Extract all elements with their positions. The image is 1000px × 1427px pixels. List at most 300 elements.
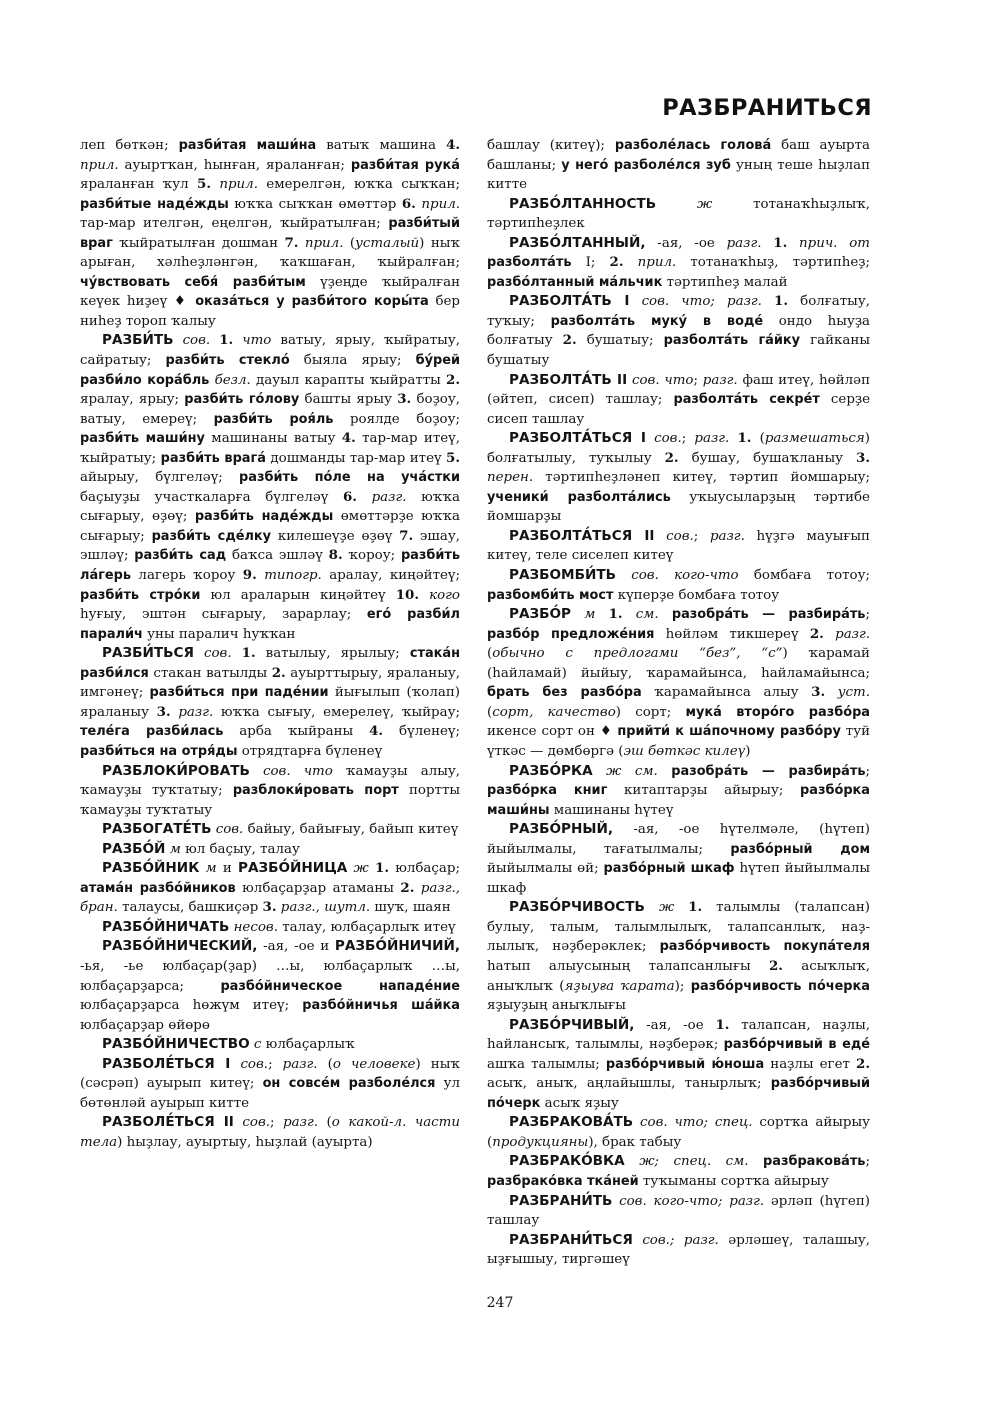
text-run: ватыу, ярыу, ҡыйратыу, сайратыу; xyxy=(80,333,460,369)
text-run: ) болғатылыу, туҡылыу xyxy=(487,431,870,466)
text-run: асыҡ яҙыу xyxy=(540,1095,619,1111)
example-phrase: разбо́р предложе́ния xyxy=(487,626,655,642)
sense-number: 2. xyxy=(609,254,624,271)
example-phrase: разбо́рный шкаф xyxy=(603,861,735,877)
text-run: талау, юлбаҫарлыҡ итеү xyxy=(277,919,456,935)
headword: РАЗБО́РЧИВЫЙ, xyxy=(509,1016,635,1033)
text-run xyxy=(623,607,636,622)
text-run: һуғыу, эштән сығарыу, зарарлау; xyxy=(80,607,367,623)
text-run: һөйләм тикшереү xyxy=(654,626,810,642)
grammar-label: прил. xyxy=(421,196,460,212)
sense-number: 1. xyxy=(688,899,703,916)
dictionary-entry xyxy=(487,898,870,1015)
grammar-label: перен. xyxy=(487,470,534,486)
text-run: ) сорт; xyxy=(615,704,686,720)
sense-number: 2. xyxy=(271,664,286,681)
text-run xyxy=(291,764,304,779)
text-run: яралау, ярыу; xyxy=(80,392,185,408)
dictionary-entry xyxy=(487,1152,870,1191)
text-run: машинаны һүтеү xyxy=(549,802,674,818)
text-run: туй үткәс — дөмбөргә ( xyxy=(487,724,870,759)
grammar-label: разг. xyxy=(283,1115,318,1131)
text-run: йығылып (ҡолап) яраланыу xyxy=(80,685,461,720)
headword: РАЗБО́ЙНИЦА xyxy=(238,860,348,877)
example-phrase: разбо́рчивый по́черк xyxy=(487,1076,870,1111)
text-run xyxy=(210,333,219,348)
example-phrase: он совсе́м разболе́лся xyxy=(262,1076,436,1092)
text-run xyxy=(654,529,666,544)
grammar-label: ж xyxy=(658,900,675,916)
text-run xyxy=(593,764,607,779)
grammar-label: сорт, качество xyxy=(492,704,616,720)
dictionary-entry xyxy=(80,644,460,761)
text-run xyxy=(571,607,584,622)
grammar-label: сов. xyxy=(654,431,682,447)
text-run: ); xyxy=(674,978,691,994)
text-run: тәртипһеҙ малай xyxy=(662,274,788,290)
grammar-label: прич. от xyxy=(799,235,870,251)
text-run: юҡҡа сығыу, емерелеү, ҡыйрау; xyxy=(213,704,460,720)
text-run: һүҙгә мауығып китеү, теле сиселеп китеү xyxy=(487,528,870,564)
grammar-label: продукцияны xyxy=(492,1134,589,1150)
dictionary-entry xyxy=(487,1231,870,1270)
text-run: емерелгән, юҡҡа сыҡҡан; xyxy=(257,177,460,193)
text-run: ; xyxy=(865,607,870,623)
dictionary-entry xyxy=(487,605,870,761)
grammar-label: о человеке xyxy=(332,1056,416,1072)
example-phrase: разби́ться на отря́ды xyxy=(80,743,238,759)
sense-number: 2. xyxy=(856,1055,870,1072)
text-run: аралау, киңәйтеү; xyxy=(321,568,460,584)
text-run: ), брак табыу xyxy=(588,1134,682,1150)
text-run: -ая, -ое һүтелмәле, (һүтеп) йыйылмалы, тағатылмалы; xyxy=(487,822,870,857)
grammar-label: разг., шутл. xyxy=(280,900,371,916)
headword: РАЗБОЛТА́ТЬСЯ I xyxy=(509,430,646,447)
text-run: тотанаҡһыҙлыҡ, тәртипһеҙлек xyxy=(487,196,870,232)
text-run: башлау (китеү); xyxy=(487,138,615,153)
text-run: и xyxy=(216,861,238,877)
grammar-label: безл. xyxy=(214,372,251,388)
text-run: асыҡ, аныҡ, аңлайышлы, танырлыҡ; xyxy=(487,1076,771,1092)
text-run: талымлы (талапсан) булыу, талым, талымлылыҡ, талапсанлыҡ, наҙлылыҡ, нәҙберәклек; xyxy=(487,900,870,955)
text-run: бүленеү; xyxy=(383,724,460,740)
dictionary-entry xyxy=(80,859,460,918)
example-phrase: разобра́ть — разбира́ть xyxy=(671,607,866,623)
sense-number: 2. xyxy=(562,332,577,349)
headword: РАЗБОЛЕ́ТЬСЯ I xyxy=(102,1055,231,1072)
sense-number: 6. xyxy=(401,195,416,212)
example-phrase: разбо́рный дом xyxy=(730,841,870,857)
example-phrase: разбо́рчивость покупа́теля xyxy=(659,939,870,955)
dictionary-entry xyxy=(80,820,460,840)
grammar-label: усталый xyxy=(355,235,420,251)
text-run: арба ҡыйраны xyxy=(223,724,370,740)
text-run xyxy=(645,900,659,915)
text-run: ҡороу; xyxy=(342,548,401,564)
grammar-label: сов. xyxy=(240,1056,269,1072)
dictionary-entry xyxy=(487,762,870,821)
dictionary-entry xyxy=(80,937,460,1035)
text-run xyxy=(633,1115,640,1130)
text-run: серҙе сисеп ташлау xyxy=(487,392,871,427)
text-run: юлбаҫарҙарса һөжүм итеү; xyxy=(80,998,303,1014)
text-run: асыҡлыҡ, аныҡлыҡ ( xyxy=(487,958,871,994)
text-run: юҡҡа сығарыу, өҙөү; xyxy=(80,489,460,525)
text-run: баҡса эшләү xyxy=(226,548,329,564)
text-run: ( xyxy=(317,1115,332,1131)
grammar-label: размешаться xyxy=(764,431,865,447)
grammar-label: ж xyxy=(696,196,713,212)
sense-number: 1. xyxy=(219,332,234,349)
grammar-label: разг. xyxy=(709,528,745,544)
grammar-label: кого xyxy=(429,587,460,603)
text-run: өмөттәрҙе юҡҡа сығарыу; xyxy=(80,509,460,544)
text-run: ; xyxy=(681,431,695,447)
sense-number: 1. xyxy=(715,1016,730,1033)
example-phrase: мука́ второ́го разбо́ра xyxy=(685,704,870,720)
text-run: ; xyxy=(270,1115,284,1131)
headword: РАЗБРАКО́ВКА xyxy=(509,1153,625,1170)
text-run xyxy=(824,627,835,642)
text-run: талапсан, наҙлы, һайлансыҡ, талымлы, нәҙберәк; xyxy=(487,1017,870,1053)
text-run: юл баҫыу, талау xyxy=(180,841,300,857)
text-run: бер ниһеҙ тороп ҡалыу xyxy=(80,294,460,329)
grammar-label: прил. xyxy=(637,255,677,271)
headword: РАЗБОЛТА́ТЬСЯ II xyxy=(509,527,655,544)
sense-number: 6. xyxy=(342,488,357,505)
text-run: отрядтарға бүленеү xyxy=(237,743,383,759)
text-run: уҡыусыларҙың тәртибе йомшарҙы xyxy=(487,489,870,525)
text-run xyxy=(250,764,263,779)
text-run: леп бөткән; xyxy=(80,138,179,153)
dictionary-entry xyxy=(80,1055,460,1114)
example-phrase: разби́ть сад xyxy=(134,548,227,564)
example-phrase: разби́тая маши́на xyxy=(178,138,317,153)
text-run: ватылыу, ярылыу; xyxy=(255,646,410,662)
example-phrase: разбо́лтанный ма́льчик xyxy=(487,274,663,290)
example-phrase: атама́н разбо́йников xyxy=(80,880,236,896)
grammar-label: ж xyxy=(353,861,369,877)
headword: РАЗБОЛТА́ТЬ I xyxy=(509,293,630,310)
text-run: үҙеңде ҡыйралған кеүек һиҙеү ♦ xyxy=(80,274,460,310)
text-run: ) ныҡ (сәсрәп) ауырып китеү; xyxy=(80,1056,460,1092)
example-phrase: разбо́йническое нападе́ние xyxy=(220,978,460,994)
text-run: байыу, байығыу, байып китеү xyxy=(243,822,459,838)
text-run xyxy=(233,333,242,348)
text-run: I; xyxy=(571,255,610,271)
grammar-label: разг. xyxy=(178,704,214,720)
text-run: портты ҡамауҙы туҡтатыу xyxy=(80,783,461,818)
sense-number: 9. xyxy=(242,567,257,584)
headword: РАЗБО́ЛТАННОСТЬ xyxy=(509,195,657,212)
example-phrase: бу́рей разби́ло кора́бль xyxy=(80,353,460,388)
headword: РАЗБРАНИ́ТЬСЯ xyxy=(509,1231,633,1248)
grammar-label: сов. xyxy=(666,528,694,544)
text-run xyxy=(658,764,672,779)
text-run xyxy=(659,607,672,622)
headword: РАЗБРАКОВА́ТЬ xyxy=(509,1114,634,1131)
sense-number: 1. xyxy=(773,234,788,251)
grammar-label: сов.; разг. xyxy=(642,1232,719,1248)
text-run xyxy=(656,197,697,212)
dictionary-entry xyxy=(487,820,870,898)
example-phrase: разболта́ть муку́ в воде́ xyxy=(550,313,764,329)
text-run: ул бөтөнләй ауырып китте xyxy=(80,1076,460,1111)
headword: РАЗБО́РНЫЙ, xyxy=(509,821,614,838)
example-phrase: разбо́рка книг xyxy=(487,783,608,799)
grammar-label: прил. xyxy=(304,235,344,251)
text-run xyxy=(357,490,372,505)
sense-number: 10. xyxy=(395,586,420,603)
example-phrase: разби́тая рука́ xyxy=(350,157,460,173)
sense-number: 5. xyxy=(446,449,461,466)
text-run: ауырттырыу, яраланыу, имгәнеү; xyxy=(80,665,461,701)
grammar-label: о какой-л. части тела xyxy=(80,1115,460,1150)
text-run: ( xyxy=(751,431,765,447)
text-run: яҙыуҙың аныҡлығы xyxy=(487,998,626,1014)
running-head: РАЗБРАНИТЬСЯ xyxy=(662,95,872,121)
example-phrase: разби́ть ла́герь xyxy=(80,548,461,584)
example-phrase: его́ разби́л парали́ч xyxy=(80,607,460,642)
text-run: -ья, -ье юлбаҫар(ҙар) …ы, юлбаҫарлыҡ …ы, юлбаҫарҙарса; xyxy=(80,958,460,994)
text-run: стакан ватылды xyxy=(148,665,272,681)
text-run: икенсе сорт он ♦ xyxy=(487,724,618,740)
text-run xyxy=(419,588,429,603)
grammar-label: разг. xyxy=(726,235,762,251)
text-run: ватыҡ машина xyxy=(316,138,447,153)
grammar-label: яҙыуға ҡарата xyxy=(564,978,675,994)
text-run: баш ауырта башланы; xyxy=(487,138,870,173)
headword: РАЗБО́ЙНИЧЕСКИЙ, xyxy=(102,938,258,955)
text-run: йыйылмалы өй; xyxy=(487,861,604,877)
grammar-label: ж см. xyxy=(606,763,658,779)
sense-number: 3. xyxy=(262,899,277,916)
example-phrase: у него́ разболе́лся зуб xyxy=(561,157,731,173)
dictionary-entry xyxy=(487,1113,870,1152)
page-number: 247 xyxy=(486,1295,514,1311)
text-run xyxy=(624,255,638,270)
grammar-label: эш бөткәс килеү xyxy=(623,743,746,759)
sense-number: 4. xyxy=(446,137,460,153)
dictionary-entry xyxy=(487,566,870,605)
grammar-label: сов. кого-что; разг. xyxy=(619,1193,765,1209)
text-run xyxy=(230,1057,240,1072)
grammar-label: см. xyxy=(635,607,659,623)
example-phrase: разобра́ть — разбира́ть xyxy=(671,763,866,779)
text-run: килешеүҙе өҙөү xyxy=(271,528,400,544)
text-run xyxy=(825,685,838,700)
text-run xyxy=(762,294,774,309)
text-run: һүтеп йыйылмалы шкаф xyxy=(487,861,871,896)
text-run: -ая, -ое xyxy=(634,1017,716,1033)
headword: РАЗБО́РЧИВОСТЬ xyxy=(509,899,645,916)
grammar-label: ж; спец. см. xyxy=(639,1154,749,1170)
example-phrase: чу́вствовать себя́ разби́тым xyxy=(80,274,306,290)
sense-number: 4. xyxy=(341,430,356,447)
sense-number: 1. xyxy=(737,430,752,447)
sense-number: 1. xyxy=(774,293,789,310)
example-phrase: разблоки́ровать порт xyxy=(232,783,399,799)
sense-number: 7. xyxy=(284,234,299,251)
example-phrase: разболе́лась голова́ xyxy=(614,138,772,153)
text-run: юлбаҫарҙар атаманы xyxy=(235,880,401,896)
example-phrase: брать без разбо́ра xyxy=(487,685,642,701)
text-run: фаш итеү, һөйләп (әйтеп, сисеп) ташлау; xyxy=(487,372,871,408)
text-run: -ая, -ое и xyxy=(257,939,335,955)
example-phrase: разби́ть го́лову xyxy=(184,392,300,408)
text-run xyxy=(749,1154,764,1169)
text-run: ; xyxy=(693,372,703,388)
example-phrase: теле́га разби́лась xyxy=(80,724,224,740)
headword: РАЗБИ́ТЬ xyxy=(102,332,174,349)
text-run xyxy=(616,568,631,583)
text-run xyxy=(646,431,654,446)
sense-number: 2. xyxy=(809,625,824,642)
text-run: гайканы бушатыу xyxy=(487,333,870,369)
sense-number: 3. xyxy=(397,391,412,408)
sense-number: 1. xyxy=(241,645,256,662)
headword: РАЗБЛОКИ́РОВАТЬ xyxy=(102,762,250,779)
text-run: айырыу, бүлгеләү; xyxy=(80,470,240,486)
dictionary-entry xyxy=(80,762,460,821)
grammar-label: сов. xyxy=(182,333,211,349)
grammar-label: с xyxy=(253,1037,262,1053)
text-run: юлбаҫар; xyxy=(388,861,460,877)
sense-number: 2. xyxy=(664,449,679,466)
text-run: тәртипһеҙләнеп китеү, тәртип йомшарыу; xyxy=(533,470,870,486)
text-run: сортҡа айырыу ( xyxy=(487,1115,871,1150)
sense-number: 2. xyxy=(400,879,415,896)
text-run xyxy=(761,236,773,251)
text-run: ашҡа талымлы; xyxy=(487,1056,606,1072)
text-run: боҙоу, ватыу, емереү; xyxy=(80,392,460,427)
text-run: тотанаҡһыҙ, тәртипһеҙ; xyxy=(676,255,870,271)
example-phrase: разбо́рка маши́ны xyxy=(487,783,870,818)
text-run xyxy=(595,607,608,622)
text-run: ) ҡарамай (һайламай) йыйыу, ҡарамайынса, һайламайынса; xyxy=(487,646,870,681)
example-phrase: разби́ть наде́жды xyxy=(194,509,334,525)
text-run: юҡҡа сыҡҡан өмөттәр xyxy=(228,196,402,212)
example-phrase: разбракова́ть xyxy=(763,1154,866,1170)
example-phrase: разбо́рчивый в еде́ xyxy=(723,1037,870,1053)
text-run xyxy=(629,294,641,309)
example-phrase: разби́ть стро́ки xyxy=(80,587,201,603)
grammar-label: разг. xyxy=(694,431,730,447)
text-run: ( xyxy=(487,646,493,662)
text-run: бушатыу; xyxy=(576,333,664,349)
dictionary-entry xyxy=(487,195,870,234)
example-phrase: стака́н разби́лся xyxy=(80,646,460,681)
text-run: башты ярыу xyxy=(299,392,398,408)
headword: РАЗБОМБИ́ТЬ xyxy=(509,567,616,584)
text-run: болғатыу, туҡыу; xyxy=(487,294,870,329)
example-phrase: разбо́рчивый ю́ноша xyxy=(605,1056,765,1072)
grammar-label: уст. xyxy=(837,685,870,701)
grammar-label: прил. xyxy=(80,157,119,173)
text-run: ) xyxy=(745,743,751,759)
text-run: яраланған ҡул xyxy=(80,177,198,193)
text-run: ; xyxy=(693,528,710,544)
text-run: юл араларын киңәйтеү xyxy=(200,587,396,603)
text-run: шуҡ, шаян xyxy=(370,900,451,916)
grammar-label: сов. что; разг. xyxy=(641,294,762,310)
example-phrase: разбо́рчивость по́черка xyxy=(690,978,870,994)
text-run xyxy=(174,333,183,348)
text-run: талаусы, башкиҫәр xyxy=(117,900,263,916)
text-run: юлбаҫарҙар өйөрө xyxy=(80,1017,210,1033)
text-run: эшау, эшләү; xyxy=(80,528,460,564)
text-run: ) һыҙлау, ауыртыу, һыҙлай (ауырта) xyxy=(117,1134,373,1150)
sense-number: 3. xyxy=(856,449,871,466)
left-column xyxy=(80,136,460,1152)
text-run: дауыл карапты ҡыйратты xyxy=(250,372,447,388)
example-phrase: прийти́ к ша́почному разбо́ру xyxy=(617,724,841,740)
grammar-label: обычно с предлогами “без”, “с” xyxy=(492,646,783,662)
example-phrase: разби́ть врага́ xyxy=(160,450,266,466)
dictionary-entry xyxy=(80,918,460,938)
text-run: әрләп (һүгеп) ташлау xyxy=(487,1193,870,1229)
headword: РАЗБИ́ТЬСЯ xyxy=(102,645,194,662)
grammar-label: сов. что; спец. xyxy=(640,1115,753,1131)
dictionary-entry xyxy=(80,840,460,860)
grammar-label: разг. xyxy=(371,489,407,505)
example-phrase: разби́ться при паде́нии xyxy=(149,685,329,701)
text-run: ( xyxy=(487,704,493,720)
headword: РАЗБО́ЙНИЧАТЬ xyxy=(102,918,230,935)
grammar-label: типогр. xyxy=(264,568,322,584)
example-phrase: разби́тые наде́жды xyxy=(80,196,229,212)
text-run: ҡыйратылған дошман xyxy=(112,235,285,251)
example-phrase: разби́ть маши́ну xyxy=(80,431,205,447)
example-phrase: разбо́йничья ша́йка xyxy=(302,998,460,1014)
headword: РАЗБО́ЙНИК xyxy=(102,860,200,877)
sense-number: 1. xyxy=(375,860,389,877)
dictionary-entry xyxy=(80,331,460,644)
grammar-label: сов. xyxy=(204,646,232,662)
text-run: юлбаҫарлыҡ xyxy=(261,1037,355,1053)
headword: РАЗБОЛТА́ТЬ II xyxy=(509,371,628,388)
dictionary-entry xyxy=(80,1113,460,1152)
grammar-label: сов. xyxy=(242,1115,271,1131)
grammar-label: м xyxy=(584,607,596,623)
example-phrase: разби́ть стекло́ xyxy=(165,353,290,369)
example-phrase: разби́ть роя́ль xyxy=(213,411,334,427)
text-run xyxy=(633,1233,642,1248)
example-phrase: ученики́ разболта́лись xyxy=(487,489,671,505)
text-run: наҙлы егет xyxy=(764,1056,857,1072)
text-run: быяла ярыу; xyxy=(289,353,416,369)
grammar-label: сов. что xyxy=(631,372,694,388)
grammar-label: прил. xyxy=(219,177,258,193)
dictionary-entry xyxy=(487,429,870,527)
text-run: ) ныҡ арыған, хәлһеҙләнгән, ҡаҡшаған, ҡыйралған; xyxy=(80,235,460,271)
grammar-label: сов. кого-что xyxy=(631,568,739,584)
grammar-label: несов. xyxy=(233,919,278,935)
text-run: ; xyxy=(865,1154,870,1170)
text-run: ҡамауҙы алыу, ҡамауҙы туҡтатыу; xyxy=(80,763,460,799)
grammar-label: разг. xyxy=(702,372,738,388)
text-run xyxy=(625,1154,640,1169)
right-column xyxy=(487,136,870,1270)
grammar-label: разг. xyxy=(835,626,871,642)
example-phrase: оказа́ться у разби́того коры́та xyxy=(195,294,429,310)
text-run: һатып алыусының талапсанлығы xyxy=(487,958,769,974)
text-run: әрләшеү, талашыу, ыҙғышыу, тиргәшеү xyxy=(487,1232,870,1268)
dictionary-entry xyxy=(80,1035,460,1055)
headword: РАЗБО́РКА xyxy=(509,762,593,779)
grammar-label: сов. xyxy=(262,763,291,779)
text-run: ; xyxy=(268,1056,283,1072)
